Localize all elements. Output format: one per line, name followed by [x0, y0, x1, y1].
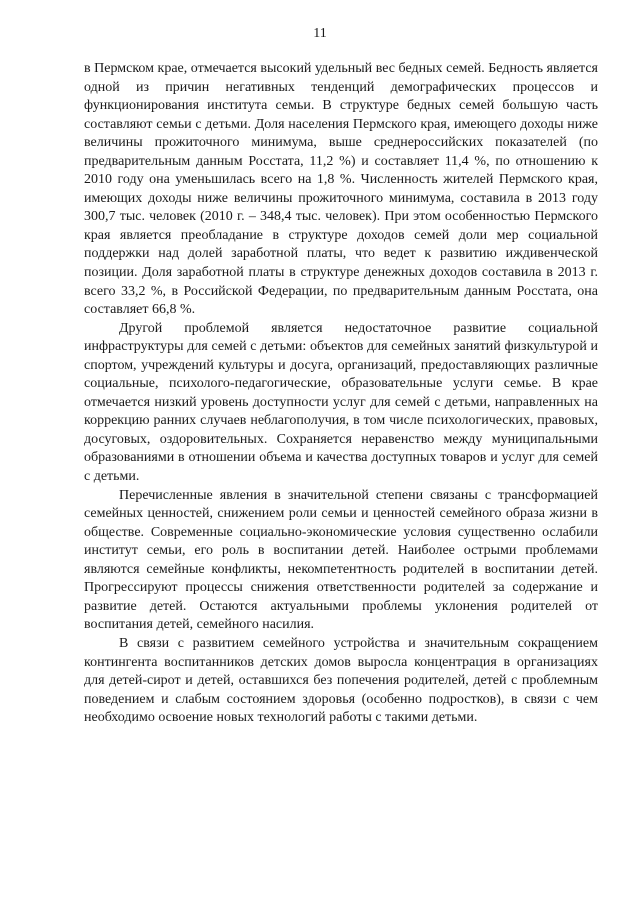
paragraph-family-values: Перечисленные явления в значительной степени связаны с трансформацией семейных ценностей, снижением роли семьи и ценностей семейного образа жизни в обществе. Современные социально-экономические условия существенно ослабили институт семьи, его роль в воспитании детей. Наиболее острыми проблемами являются семейные конфликты, некомпетентность родителей в воспитании детей. Прогрессируют процессы снижения ответственности родителей за содержание и развитие детей. Остаются актуальными проблемы уклонения родителей от воспитания детей, семейного насилия. — [84, 487, 598, 633]
paragraph-orphan-care: В связи с развитием семейного устройства и значительным сокращением контингента воспитанников детских домов выросла концентрация в организациях для детей-сирот и детей, оставшихся без попечения родителей, детей с проблемным поведением и слабым состоянием здоровья (особенно подростков), в связи с чем необходимо освоение новых технологий работы с такими детьми. — [84, 635, 598, 726]
paragraph-poverty: в Пермском крае, отмечается высокий удельный вес бедных семей. Бедность является одной из причин негативных тенденций демографических процессов и функционирования института семьи. В структуре бедных семей большую часть составляют семьи с детьми. Доля населения Пермского края, имеющего доходы ниже величины прожиточного минимума, выше среднероссийских показателей (по предварительным данным Росстата, 11,2 %) и составляет 11,4 %, по отношению к 2010 году она уменьшилась всего на 1,8 %. Численность жителей Пермского края, имеющих доходы ниже величины прожиточного минимума, составила в 2013 году 300,7 тыс. человек (2010 г. – 348,4 тыс. человек). При этом особенностью Пермского края является преобладание в структуре доходов семей доли мер социальной поддержки над долей заработной платы, что ведет к развитию иждивенческой позиции. Доля заработной платы в структуре денежных доходов составила в 2013 г. всего 33,2 %, в Российской Федерации, по предварительным данным Росстата, она составляет 66,8 %. — [84, 61, 598, 318]
page-number: 11 — [313, 26, 327, 41]
paragraph-social-infrastructure: Другой проблемой является недостаточное развитие социальной инфраструктуры для семей с детьми: объектов для семейных занятий физкультурой и спортом, учреждений культуры и досуга, организаций, предоставляющих различные социальные, психолого-педагогические, образовательные услуги семье. В крае отмечается низкий уровень доступности услуг для семей с детьми, направленных на коррекцию ранних случаев неблагополучия, в том числе психологических, правовых, досуговых, оздоровительных. Сохраняется неравенство между муниципальными образованиями в отношении объема и качества доступных товаров и услуг для семей с детьми. — [84, 320, 598, 485]
body-text — [84, 60, 598, 728]
